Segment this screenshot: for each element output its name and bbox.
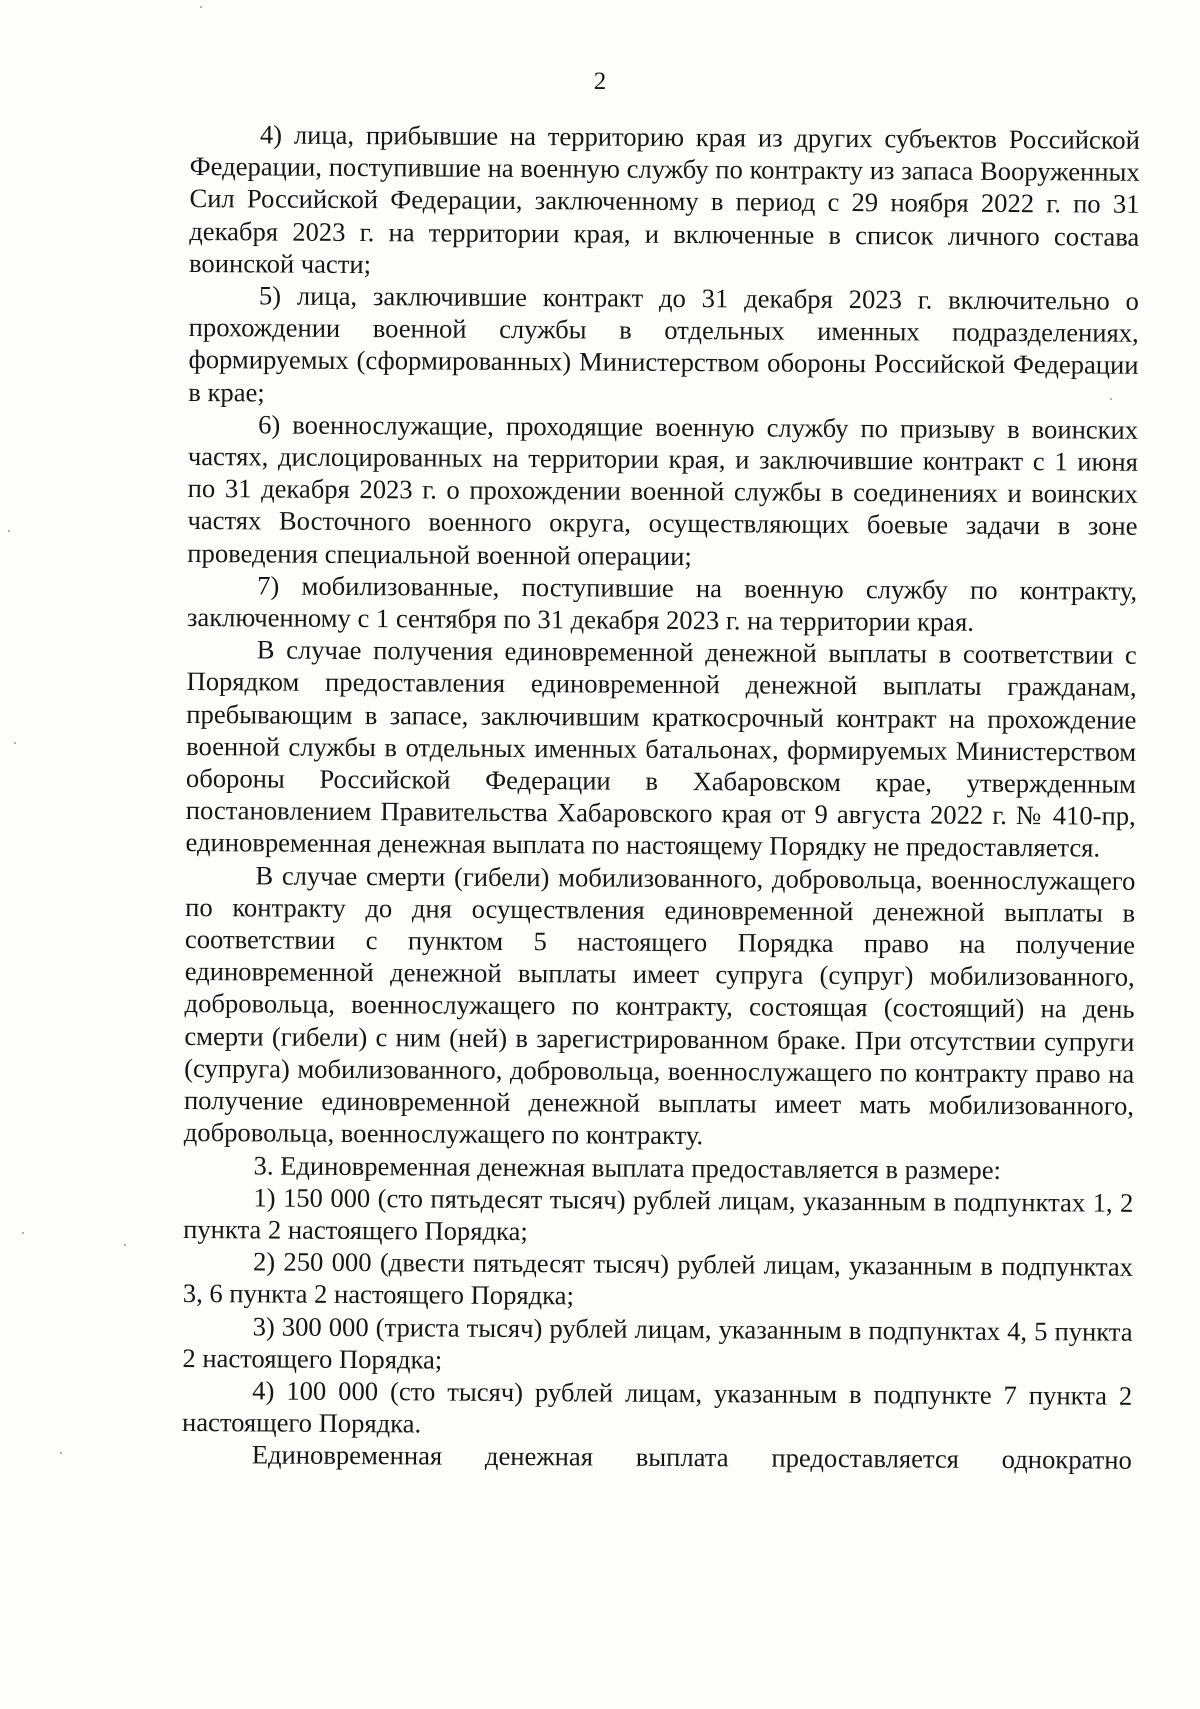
paragraph-subitem-4: 4) лица, прибывшие на территорию края из других субъектов Российской Федерации, поступившие на военную службу по контракту из запаса Вооруженных Сил Российской Федерации, заключенному в период с 29 ноября 2022 г. по 31 декабря 2023 г. на территории края, и включенные в список личного состава воинской части; — [189, 119, 1140, 279]
paragraph-exclusion: В случае получения единовременной денежной выплаты в соответствии с Порядком предоставления единовременной денежной выплаты гражданам, пребывающим в запасе, заключившим краткосрочный контракт на прохождение военной службы в отдельных именных батальонах, формируемых Министерством обороны Российской Федерации в Хабаровском крае, утвержденным постановлением Правительства Хабаровского края от 9 августа 2022 г. № 410-пр, единовременная денежная выплата по настоящему Порядку не предоставляется. — [185, 634, 1137, 864]
document-body — [182, 118, 1140, 1476]
paragraph-subitem-5: 5) лица, заключившие контракт до 31 декабря 2023 г. включительно о прохождении военной службы в отдельных именных подразделениях, формируемых (сформированных) Министерством обороны Российской Федерации в крае; — [188, 280, 1139, 408]
paragraph-subitem-6: 6) военнослужащие, проходящие военную службу по призыву в воинских частях, дислоцированных на территории края, и заключившие контракт с 1 июня по 31 декабря 2023 г. о прохождении военной службы в соединениях и воинских частях Восточного военного округа, осуществляющих боевые задачи в зоне проведения специальной военной операции; — [187, 409, 1139, 571]
paragraph-death-case: В случае смерти (гибели) мобилизованного, добровольца, военнослужащего по контракту до дня осуществления единовременной денежной выплаты в соответствии с пунктом 5 настоящего Порядка право на получение единовременной денежной выплаты имеет супруга (супруг) мобилизованного, добровольца, военнослужащего по контракту, состоящая (состоящий) на день смерти (гибели) с ним (ней) в зарегистрированном браке. При отсутствии супруги (супруга) мобилизованного, добровольца, военнослужащего по контракту право на получение единовременной денежной выплаты имеет мать мобилизованного, добровольца, военнослужащего по контракту. — [183, 860, 1136, 1151]
paragraph-item-3: 3. Единовременная денежная выплата предоставляется в размере: — [253, 1149, 1002, 1185]
scan-speck — [1110, 398, 1112, 400]
scan-speck — [22, 1232, 24, 1234]
paragraph-one-time-payment: Единовременная денежная выплата предоставляется однократно — [251, 1439, 1132, 1476]
scan-speck — [60, 1452, 62, 1454]
paragraph-amount-1: 1) 150 000 (сто пятьдесят тысяч) рублей лицам, указанным в подпунктах 1, 2 пункта 2 настоящего Порядка; — [183, 1182, 1134, 1246]
scan-speck — [14, 742, 16, 744]
scan-speck — [8, 530, 10, 532]
scan-speck — [124, 1244, 126, 1246]
scan-speck — [200, 6, 202, 8]
paragraph-subitem-7: 7) мобилизованные, поступившие на военную службу по контракту, заключенному с 1 сентября по 31 декабря 2023 г. на территории края. — [186, 570, 1138, 637]
paragraph-amount-3: 3) 300 000 (триста тысяч) рублей лицам, указанным в подпунктах 4, 5 пункта 2 настоящего Порядка; — [182, 1310, 1133, 1375]
paragraph-amount-2: 2) 250 000 (двести пятьдесят тысяч) рублей лицам, указанным в подпунктах 3, 6 пункта 2 настоящего Порядка; — [182, 1246, 1134, 1311]
paragraph-amount-4: 4) 100 000 (сто тысяч) рублей лицам, указанным в подпункте 7 пункта 2 настоящего Порядка. — [181, 1375, 1133, 1439]
page-number: 2 — [593, 68, 607, 95]
